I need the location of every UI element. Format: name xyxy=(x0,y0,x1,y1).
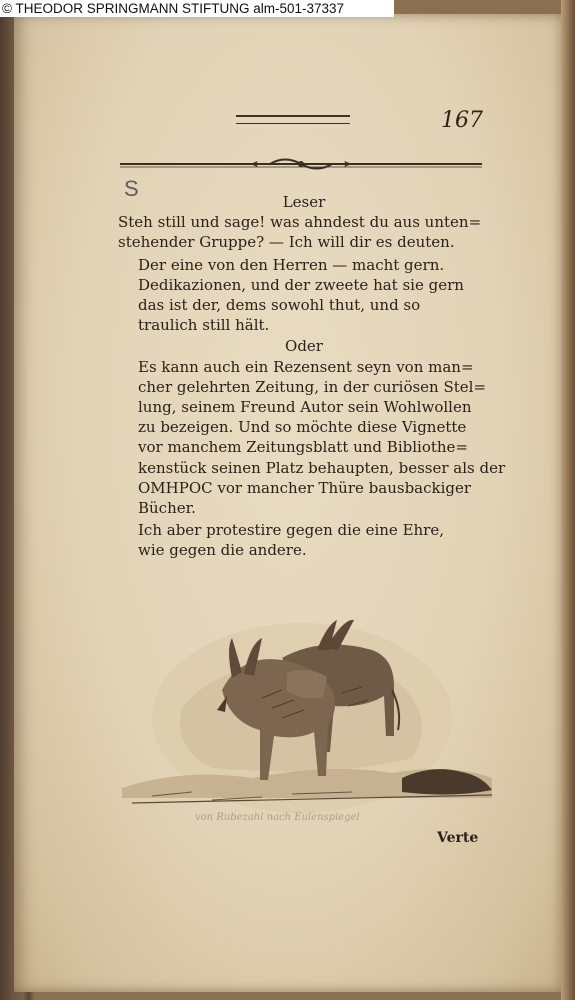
text-line: Der eine von den Herren — macht gern. xyxy=(138,255,445,274)
text-line: Bücher. xyxy=(138,499,196,518)
text-line: zu bezeigen. Und so möchte diese Vignette xyxy=(138,418,467,437)
text-line: vor manchem Zeitungsblatt und Bibliothe= xyxy=(138,438,468,457)
text-line: lung, seinem Freund Autor sein Wohlwollen xyxy=(138,398,472,417)
text-line: Ich aber protestire gegen die eine Ehre, xyxy=(138,521,444,540)
header-rule xyxy=(236,115,350,124)
text-line: Es kann auch ein Rezensent seyn von man= xyxy=(138,357,474,376)
margin-mark: S xyxy=(124,176,139,201)
text-line: OMHPOC vor mancher Thüre bausbackiger xyxy=(138,478,472,497)
section-heading-leser: Leser xyxy=(282,193,326,211)
page-edge xyxy=(561,0,575,1000)
page-text xyxy=(118,191,506,561)
catchword: Verte xyxy=(437,830,479,846)
text-line: stehender Gruppe? — Ich will dir es deuten. xyxy=(118,233,455,252)
copyright-watermark: © THEODOR SPRINGMANN STIFTUNG alm-501-37337 xyxy=(0,0,394,17)
text-line: traulich still hält. xyxy=(138,316,270,335)
donkey-vignette-illustration xyxy=(112,598,504,836)
page-number: 167 xyxy=(441,108,483,133)
text-line: Dedikazionen, und der zweete hat sie gern xyxy=(138,275,464,294)
text-line: kenstück seinen Platz behaupten, besser als der xyxy=(138,458,506,477)
ornamental-rule xyxy=(120,157,482,171)
text-line: wie gegen die andere. xyxy=(138,541,307,560)
text-line: Steh still und sage! was ahndest du aus unten= xyxy=(118,213,482,232)
illustration-caption: von Rubezahl nach Eulenspiegel xyxy=(195,812,360,823)
text-line: cher gelehrten Zeitung, in der curiösen Stel= xyxy=(138,377,487,396)
text-line: das ist der, dems sowohl thut, und so xyxy=(138,296,421,315)
section-heading-oder: Oder xyxy=(285,337,323,356)
